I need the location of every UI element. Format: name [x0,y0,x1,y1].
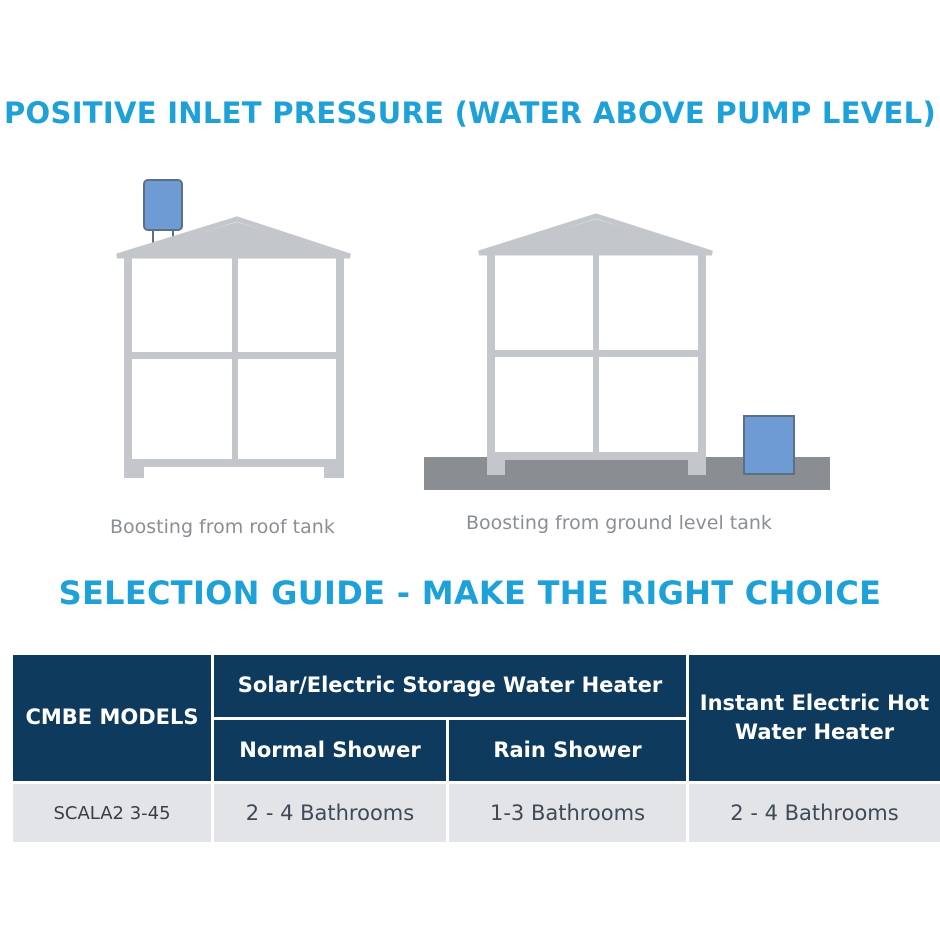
middle-floor [124,352,344,359]
instant-header: Instant Electric Hot Water Heater [689,655,940,781]
right-wall [698,252,706,466]
selection-guide-table [10,652,940,845]
normal-shower-cell: 2 - 4 Bathrooms [214,784,446,842]
models-header: CMBE MODELS [13,655,211,781]
roof-tank [144,180,182,230]
rain-shower-cell: 1-3 Bathrooms [449,784,686,842]
normal-shower-header: Normal Shower [214,720,446,782]
selection-guide-heading: SELECTION GUIDE - MAKE THE RIGHT CHOICE [58,574,882,612]
foot-left [124,464,144,478]
model-cell: SCALA2 3-45 [13,784,211,842]
base-floor [124,459,344,467]
right-wall [336,256,344,478]
left-wall [124,256,132,478]
foot-right [324,464,344,478]
roof-tank-caption: Boosting from roof tank [110,516,335,538]
table-header-row [13,655,940,717]
base-floor [487,452,706,460]
positive-inlet-heading: POSITIVE INLET PRESSURE (WATER ABOVE PUMP LEVEL) [4,96,936,130]
middle-floor [487,350,706,357]
storage-header: Solar/Electric Storage Water Heater [214,655,686,717]
house-ground-tank [424,216,830,490]
foot-left [487,458,505,475]
house-roof-tank [117,180,350,478]
ground-tank-caption: Boosting from ground level tank [466,512,772,534]
roof-fill [490,219,702,251]
table-row [13,784,940,842]
instant-heater-cell: 2 - 4 Bathrooms [689,784,940,842]
foot-right [688,458,706,475]
left-wall [487,252,495,466]
center-wall [232,256,238,464]
rain-shower-header: Rain Shower [449,720,686,782]
ground-tank [744,416,794,474]
